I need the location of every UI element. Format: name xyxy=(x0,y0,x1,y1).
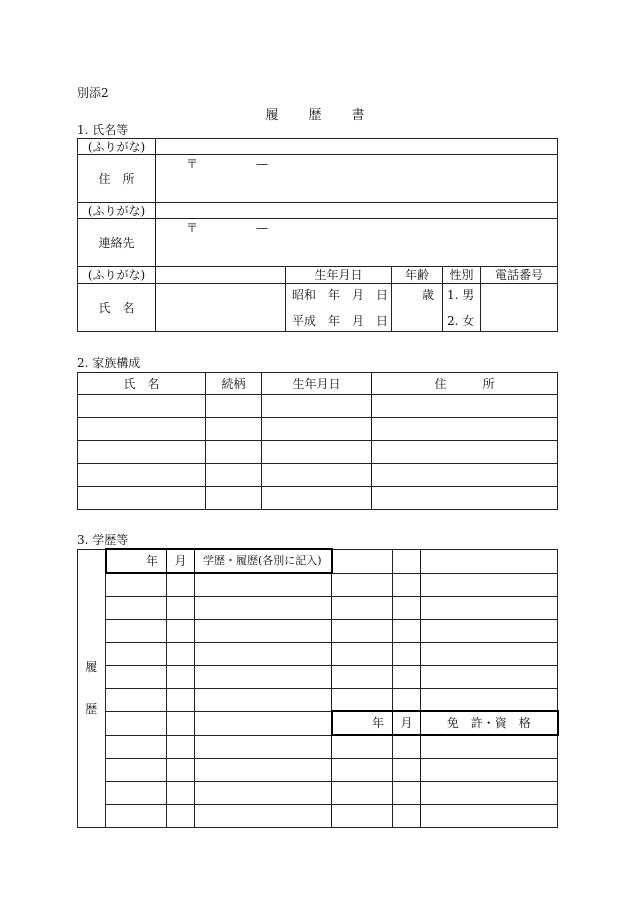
license-month-cell[interactable] xyxy=(393,735,421,758)
family-address-cell[interactable] xyxy=(372,464,558,487)
license-month-header: 月 xyxy=(393,711,421,735)
right-year-cell[interactable] xyxy=(332,688,393,711)
family-name-cell[interactable] xyxy=(78,464,206,487)
history-month-cell[interactable] xyxy=(167,642,195,665)
license-year-cell[interactable] xyxy=(332,735,393,758)
family-name-cell[interactable] xyxy=(78,441,206,464)
table-row xyxy=(78,758,558,781)
table-row xyxy=(78,642,558,665)
phone-header: 電話番号 xyxy=(481,267,558,284)
right-month-cell[interactable] xyxy=(393,642,421,665)
history-month-cell[interactable] xyxy=(167,688,195,711)
history-content-cell[interactable] xyxy=(195,596,332,619)
age-unit: 歳 xyxy=(421,288,434,302)
history-month-cell[interactable] xyxy=(167,735,195,758)
right-month-cell[interactable] xyxy=(393,619,421,642)
name-field[interactable] xyxy=(156,284,286,332)
family-address-cell[interactable] xyxy=(372,441,558,464)
right-year-cell[interactable] xyxy=(332,549,393,573)
right-month-cell[interactable] xyxy=(393,549,421,573)
family-relation-cell[interactable] xyxy=(206,487,262,510)
document-title: 履歴書 xyxy=(265,108,395,123)
family-address-header: 住 所 xyxy=(372,373,558,395)
history-content-cell[interactable] xyxy=(195,781,332,804)
license-month-cell[interactable] xyxy=(393,804,421,827)
table-row xyxy=(78,464,558,487)
side-label-char: 履 xyxy=(85,660,98,674)
history-content-cell[interactable] xyxy=(195,619,332,642)
postal-mark: 〒 xyxy=(186,157,199,171)
table-row xyxy=(78,711,558,735)
gender-female[interactable]: 2. 女 xyxy=(447,314,475,328)
side-label-char: 歴 xyxy=(85,702,98,716)
table-row xyxy=(78,596,558,619)
license-header: 免 許・資 格 xyxy=(421,711,558,735)
history-year-cell[interactable] xyxy=(106,781,167,804)
table-row xyxy=(78,619,558,642)
table-row xyxy=(78,688,558,711)
family-relation-cell[interactable] xyxy=(206,441,262,464)
right-content-cell[interactable] xyxy=(421,573,558,596)
history-content-cell[interactable] xyxy=(195,735,332,758)
phone-field[interactable] xyxy=(481,284,558,332)
license-content-cell[interactable] xyxy=(421,804,558,827)
name-label: 氏 名 xyxy=(78,284,156,332)
gender-male[interactable]: 1. 男 xyxy=(447,288,475,302)
history-header: 学歴・履歴(各別に記入) xyxy=(195,549,332,573)
family-birth-cell[interactable] xyxy=(262,395,372,418)
right-content-cell[interactable] xyxy=(421,688,558,711)
history-content-cell[interactable] xyxy=(195,688,332,711)
gender-field[interactable] xyxy=(443,284,481,332)
right-content-cell[interactable] xyxy=(421,549,558,573)
history-content-cell[interactable] xyxy=(195,758,332,781)
table-row xyxy=(78,781,558,804)
family-table xyxy=(77,372,558,510)
history-year-cell[interactable] xyxy=(106,804,167,827)
license-year-cell[interactable] xyxy=(332,758,393,781)
license-year-cell[interactable] xyxy=(332,781,393,804)
family-address-cell[interactable] xyxy=(372,487,558,510)
contact-label: 連絡先 xyxy=(78,219,156,267)
license-content-cell[interactable] xyxy=(421,781,558,804)
family-relation-header: 続柄 xyxy=(206,373,262,395)
table-row xyxy=(78,665,558,688)
section1-heading: 1. 氏名等 xyxy=(77,123,129,137)
history-month-cell[interactable] xyxy=(167,758,195,781)
furigana-label: (ふりがな) xyxy=(78,139,156,155)
furigana-label: (ふりがな) xyxy=(78,267,156,284)
right-year-cell[interactable] xyxy=(332,573,393,596)
right-content-cell[interactable] xyxy=(421,619,558,642)
right-content-cell[interactable] xyxy=(421,665,558,688)
history-content-cell[interactable] xyxy=(195,804,332,827)
history-month-header: 月 xyxy=(167,549,195,573)
license-content-cell[interactable] xyxy=(421,758,558,781)
history-side-label xyxy=(78,549,106,827)
family-relation-cell[interactable] xyxy=(206,395,262,418)
history-content-cell[interactable] xyxy=(195,642,332,665)
license-year-header: 年 xyxy=(332,711,393,735)
table-row xyxy=(78,735,558,758)
age-header: 年齢 xyxy=(392,267,443,284)
section3-heading: 3. 学歴等 xyxy=(77,533,129,547)
era-heisei: 平成 年 月 日 xyxy=(292,314,389,328)
name-furigana-field[interactable] xyxy=(156,267,286,284)
right-year-cell[interactable] xyxy=(332,642,393,665)
history-month-cell[interactable] xyxy=(167,711,195,735)
section2-heading: 2. 家族構成 xyxy=(77,356,141,370)
right-content-cell[interactable] xyxy=(421,642,558,665)
history-year-cell[interactable] xyxy=(106,573,167,596)
table-row xyxy=(78,418,558,441)
furigana-label: (ふりがな) xyxy=(78,203,156,219)
table-row xyxy=(78,804,558,827)
family-relation-cell[interactable] xyxy=(206,418,262,441)
family-name-cell[interactable] xyxy=(78,487,206,510)
history-year-cell[interactable] xyxy=(106,735,167,758)
history-content-cell[interactable] xyxy=(195,573,332,596)
history-month-cell[interactable] xyxy=(167,665,195,688)
address-field[interactable] xyxy=(156,155,558,203)
family-birth-cell[interactable] xyxy=(262,487,372,510)
family-address-cell[interactable] xyxy=(372,418,558,441)
history-content-cell[interactable] xyxy=(195,711,332,735)
history-year-cell[interactable] xyxy=(106,758,167,781)
right-year-cell[interactable] xyxy=(332,665,393,688)
license-year-cell[interactable] xyxy=(332,804,393,827)
gender-header: 性別 xyxy=(443,267,481,284)
contact-field[interactable] xyxy=(156,219,558,267)
history-month-cell[interactable] xyxy=(167,804,195,827)
history-year-cell[interactable] xyxy=(106,642,167,665)
history-month-cell[interactable] xyxy=(167,781,195,804)
birthdate-field[interactable] xyxy=(286,284,392,332)
right-year-cell[interactable] xyxy=(332,596,393,619)
age-field[interactable] xyxy=(392,284,443,332)
birth-header: 生年月日 xyxy=(286,267,392,284)
history-year-cell[interactable] xyxy=(106,619,167,642)
table-row xyxy=(78,487,558,510)
history-year-cell[interactable] xyxy=(106,665,167,688)
history-year-header: 年 xyxy=(106,549,167,573)
history-year-cell[interactable] xyxy=(106,711,167,735)
family-relation-cell[interactable] xyxy=(206,464,262,487)
license-month-cell[interactable] xyxy=(393,781,421,804)
right-month-cell[interactable] xyxy=(393,688,421,711)
license-content-cell[interactable] xyxy=(421,735,558,758)
era-showa: 昭和 年 月 日 xyxy=(292,288,389,302)
address-furigana-field[interactable] xyxy=(156,139,558,155)
right-month-cell[interactable] xyxy=(393,573,421,596)
right-content-cell[interactable] xyxy=(421,596,558,619)
postal-mark: 〒 xyxy=(186,221,199,235)
personal-info-table xyxy=(77,138,558,332)
address-label: 住 所 xyxy=(78,155,156,203)
family-name-cell[interactable] xyxy=(78,395,206,418)
table-row xyxy=(78,441,558,464)
family-address-cell[interactable] xyxy=(372,395,558,418)
history-content-cell[interactable] xyxy=(195,665,332,688)
family-birth-cell[interactable] xyxy=(262,418,372,441)
family-birth-cell[interactable] xyxy=(262,441,372,464)
right-month-cell[interactable] xyxy=(393,665,421,688)
table-row xyxy=(78,395,558,418)
family-name-cell[interactable] xyxy=(78,418,206,441)
contact-furigana-field[interactable] xyxy=(156,203,558,219)
history-table xyxy=(77,548,559,828)
history-year-cell[interactable] xyxy=(106,688,167,711)
history-year-cell[interactable] xyxy=(106,596,167,619)
family-birth-cell[interactable] xyxy=(262,464,372,487)
postal-dash: — xyxy=(256,221,268,235)
table-row xyxy=(78,573,558,596)
right-year-cell[interactable] xyxy=(332,619,393,642)
history-month-cell[interactable] xyxy=(167,573,195,596)
family-name-header: 氏 名 xyxy=(78,373,206,395)
right-month-cell[interactable] xyxy=(393,596,421,619)
license-month-cell[interactable] xyxy=(393,758,421,781)
history-month-cell[interactable] xyxy=(167,619,195,642)
family-birth-header: 生年月日 xyxy=(262,373,372,395)
attachment-label: 別添2 xyxy=(77,86,109,100)
history-month-cell[interactable] xyxy=(167,596,195,619)
postal-dash: — xyxy=(256,157,268,171)
